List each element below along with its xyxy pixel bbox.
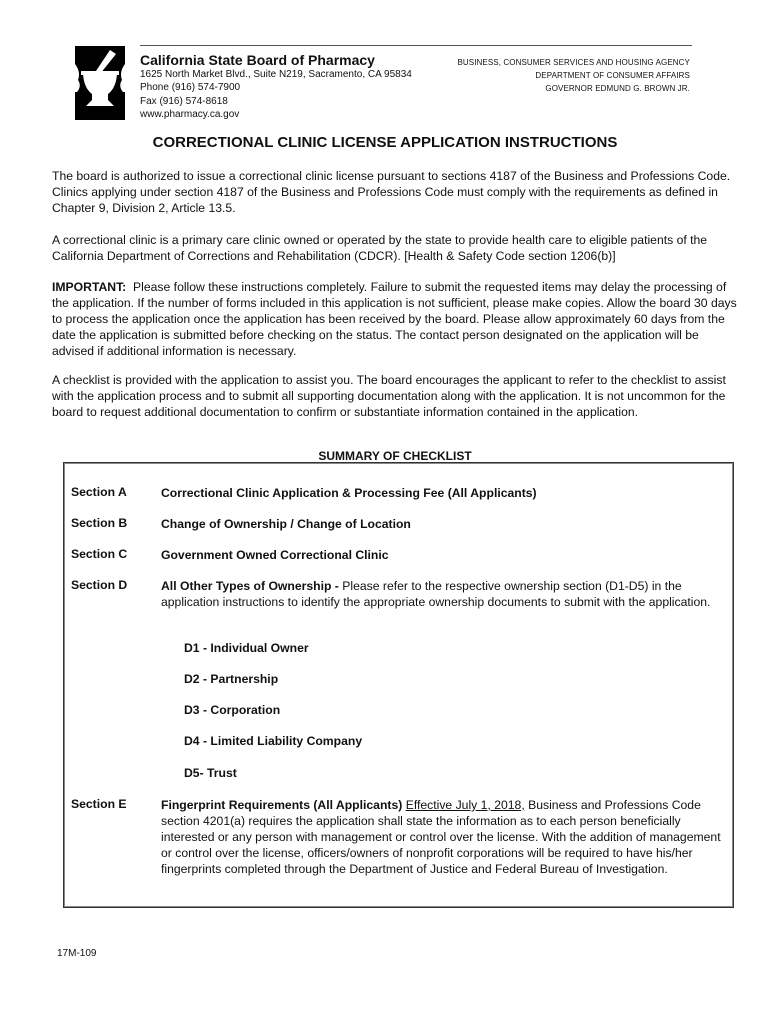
- ownership-d4: D4 - Limited Liability Company: [184, 734, 363, 748]
- paragraph-important: [52, 279, 742, 359]
- board-logo-mortar-pestle-icon: [70, 44, 130, 122]
- fax-line: Fax (916) 574-8618: [140, 95, 228, 107]
- ownership-d3: D3 - Corporation: [184, 703, 281, 717]
- document-title: CORRECTIONAL CLINIC LICENSE APPLICATION INSTRUCTIONS: [152, 134, 618, 151]
- agency-line: BUSINESS, CONSUMER SERVICES AND HOUSING AGENCY: [457, 58, 690, 67]
- paragraph-definition: A correctional clinic is a primary care clinic owned or operated by the state to provide health care to eligible patients of the California Department of Corrections and Rehabilitation (CDCR). [Health & Safety Code section 1206(b)]: [52, 233, 708, 263]
- section-b-title: [161, 516, 726, 532]
- important-text: Please follow these instructions completely. Failure to submit the requested items may delay the processing of the application. If the number of forms included in this application is not sufficient, please make copies. Allow the board 30 days to process the application once the application has been received by the board. Please allow approximately 60 days from the date the application is submitted before checking on the status. The contact person designated on the application will be advised if additional information is necessary.: [52, 280, 737, 358]
- section-e-text: [161, 797, 726, 877]
- important-label: IMPORTANT:: [52, 280, 127, 294]
- governor-line: GOVERNOR EDMUND G. BROWN JR.: [545, 83, 690, 93]
- org-name: California State Board of Pharmacy: [140, 52, 375, 68]
- ownership-d5: D5- Trust: [184, 766, 237, 780]
- form-code: 17M-109: [57, 948, 97, 959]
- section-c-title: [161, 547, 726, 563]
- website-line: www.pharmacy.ca.gov: [140, 108, 240, 120]
- section-d-label: Section D: [71, 578, 128, 592]
- section-d-text: [161, 578, 726, 610]
- section-a-title: [161, 485, 726, 501]
- phone-line: Phone (916) 574-7900: [140, 82, 241, 94]
- section-b-label: Section B: [71, 516, 128, 530]
- department-line: DEPARTMENT OF CONSUMER AFFAIRS: [535, 70, 690, 80]
- summary-title: SUMMARY OF CHECKLIST: [318, 449, 472, 463]
- agency-block: [457, 57, 690, 95]
- paragraph-checklist: A checklist is provided with the application to assist you. The board encourages the applicant to refer to the checklist to assist with the application process and to submit all supporting documentation along with the application. It is not uncommon for the board to request additional documentation to confirm or substantiate information contained in the application.: [52, 373, 726, 419]
- section-e-effective-date: Effective July 1, 2018,: [405, 798, 525, 812]
- org-address: [140, 68, 412, 121]
- section-c-label: Section C: [71, 547, 128, 561]
- address-line: 1625 North Market Blvd., Suite N219, Sacramento, CA 95834: [140, 69, 412, 80]
- section-e-body: Business and Professions Code section 4201(a) requires the application shall state the information as to each person beneficially interested or any person with management or control over the license. With the addition of management or control over the license, officers/owners of nonprofit corporations will be required to have his/her fingerprints completed through the Department of Justice and Federal Bureau of Investigation.: [161, 798, 721, 876]
- header-rule: [140, 45, 692, 46]
- section-c-heading: Government Owned Correctional Clinic: [161, 548, 389, 562]
- section-b-heading: Change of Ownership / Change of Location: [161, 517, 411, 531]
- ownership-d1: D1 - Individual Owner: [184, 641, 309, 655]
- section-e-heading: Fingerprint Requirements (All Applicants): [161, 798, 403, 812]
- section-d-body: Please refer to the respective ownership section (D1-D5) in the application instructions to identify the appropriate ownership documents to submit with the application.: [161, 579, 711, 609]
- section-a-heading: Correctional Clinic Application & Processing Fee (All Applicants): [161, 486, 537, 500]
- ownership-d2: D2 - Partnership: [184, 672, 279, 686]
- paragraph-authority: The board is authorized to issue a correctional clinic license pursuant to sections 4187 of the Business and Professions Code. Clinics applying under section 4187 of the Business and Professions Code must comply with the requirements as defined in Chapter 9, Division 2, Article 13.5.: [52, 169, 731, 215]
- section-a-label: Section A: [71, 485, 127, 499]
- section-d-heading: All Other Types of Ownership -: [161, 579, 339, 593]
- section-e-label: Section E: [71, 797, 127, 811]
